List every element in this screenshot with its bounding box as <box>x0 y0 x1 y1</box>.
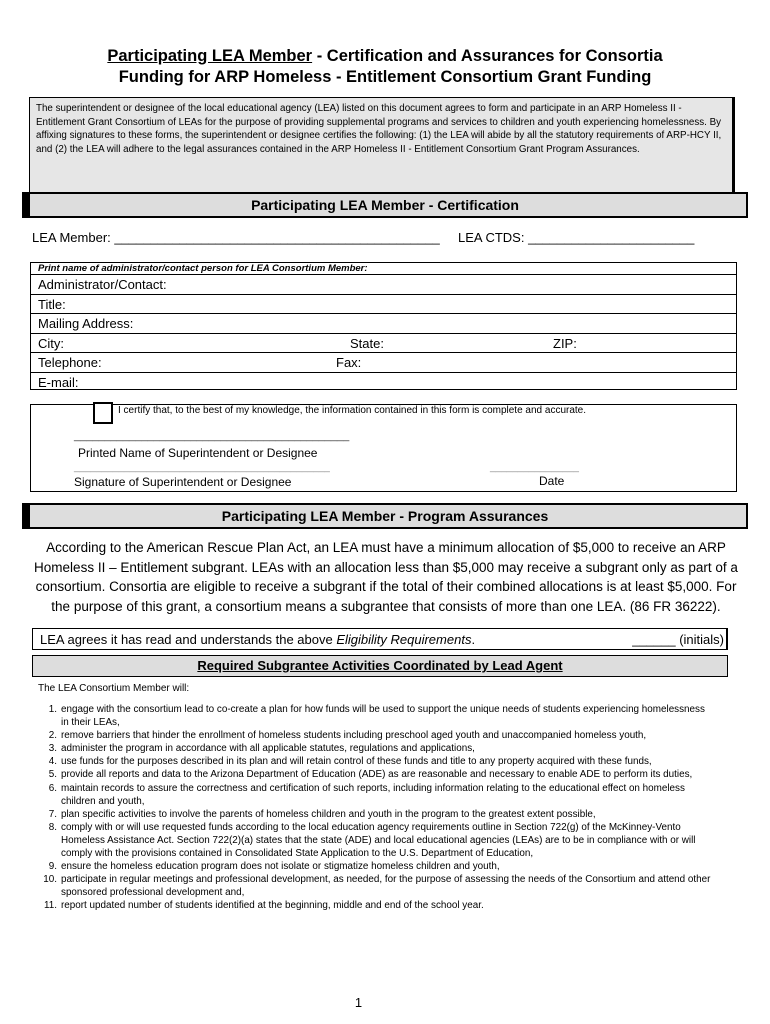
document-title <box>0 46 770 88</box>
required-activities-header <box>32 655 728 677</box>
telephone-fax-row[interactable] <box>30 353 737 373</box>
initials-box <box>32 628 728 650</box>
city-state-zip-row[interactable] <box>30 334 737 354</box>
mailing-address-label: Mailing Address: <box>38 316 134 332</box>
list-item-number: 5. <box>48 769 57 781</box>
telephone-label: Telephone: <box>38 355 102 371</box>
title-field[interactable] <box>30 295 737 315</box>
list-item-text: remove barriers that hinder the enrollment of homeless students including preschool aged youth and unaccompanied homeless youth, <box>61 730 647 742</box>
list-item-text: plan specific activities to involve the parents of homeless children and youth in the program to the greatest extent possible, <box>61 808 596 820</box>
printed-name-line[interactable]: _____________________________________________ <box>74 430 350 442</box>
list-item <box>24 860 714 873</box>
activities-list <box>24 703 714 913</box>
title-underlined: Participating LEA Member <box>107 47 313 65</box>
list-item-text: ensure the homeless education program does not isolate or stigmatize homeless children and youth, <box>61 861 500 873</box>
signature-label: Signature of Superintendent or Designee <box>74 475 292 489</box>
assurance-paragraph: According to the American Rescue Plan Act, an LEA must have a minimum allocation of $5,000 to receive an ARP Homeless II – Entitlement subgrant. LEAs with an allocation less than $5,000 may receive a subgrant only as part of a consortium. Consortia are eligible to receive a subgrant if the total of their combined allocations is at least $5,000. For the purpose of this grant, a consortium means a subgrantee that consists of more than one LEA. (86 FR 36222). <box>34 540 738 614</box>
required-activities-text: Required Subgrantee Activities Coordinated by Lead Agent <box>197 658 563 673</box>
list-item <box>24 729 714 742</box>
city-label: City: <box>38 335 64 351</box>
lea-ctds-field[interactable]: LEA CTDS: _______________________ <box>458 230 695 245</box>
initials-blank[interactable]: ______ (initials) <box>632 632 724 647</box>
list-item-text: comply with or will use requested funds according to the local education agency requirements outline in Section 722(g) of the McKinney-Vento Homeless Assistance Act. Section 722(2)(a) states that the state (ADE) and local educational agencies (LEAs) are to be in compliance with or will comply with the provisions contained in Consolidated State Application to the U.S. Department of Education, <box>61 821 696 860</box>
certify-text: I certify that, to the best of my knowledge, the information contained in this form is complete and accurate. <box>118 405 587 416</box>
list-item-number: 11. <box>44 900 57 912</box>
initials-text: LEA agrees it has read and understands the above <box>40 632 337 647</box>
initials-end: . <box>471 632 476 647</box>
state-label: State: <box>350 335 384 351</box>
list-item-text: use funds for the purposes described in its plan and will retain control of these funds and title to any property acquired with these funds, <box>61 756 652 768</box>
admin-contact-field[interactable] <box>30 275 737 295</box>
list-item <box>24 742 714 755</box>
list-item-number: 4. <box>48 756 57 768</box>
list-item <box>24 873 714 899</box>
list-item-text: participate in regular meetings and professional development, as needed, for the purpose of assessing the needs of the Consortium and attend other sponsored professional development and, <box>61 874 711 899</box>
list-item-text: engage with the consortium lead to co-create a plan for how funds will be used to support the unique needs of students experiencing homelessness in their LEAs, <box>61 704 705 729</box>
fax-label: Fax: <box>336 355 362 371</box>
signature-line[interactable]: ______________________________________________ <box>74 462 330 473</box>
list-item-text: maintain records to assure the correctness and certification of such reports, including information relating to the educational effect on homeless children and youth, <box>61 782 685 807</box>
list-item-text: provide all reports and data to the Arizona Department of Education (ADE) as are reasonable and necessary to enable ADE to perform its duties, <box>61 769 693 781</box>
list-item-number: 2. <box>48 730 57 742</box>
lea-member-field[interactable]: LEA Member: _____________________________________________ <box>32 230 440 245</box>
zip-label: ZIP: <box>553 335 577 351</box>
list-item <box>24 899 714 912</box>
printed-name-label: Printed Name of Superintendent or Designee <box>78 446 318 460</box>
list-item-text: report updated number of students identified at the beginning, middle and end of the school year. <box>61 900 484 912</box>
list-item <box>24 755 714 768</box>
list-item-number: 1. <box>48 704 57 715</box>
title-label: Title: <box>38 296 66 312</box>
title-line2: Funding for ARP Homeless - Entitlement Consortium Grant Funding <box>118 68 652 86</box>
list-item <box>24 782 714 808</box>
list-item <box>24 808 714 821</box>
certification-header <box>22 192 748 218</box>
list-item-number: 9. <box>48 861 57 873</box>
title-rest: - Certification and Assurances for Consortia <box>312 47 663 65</box>
initials-emphasis: Eligibility Requirements <box>336 632 472 647</box>
list-item-number: 7. <box>48 808 57 820</box>
list-item <box>24 821 714 860</box>
list-item-number: 10. <box>43 874 57 886</box>
date-line[interactable]: ________________ <box>490 462 579 473</box>
intro-box: The superintendent or designee of the local educational agency (LEA) listed on this document agrees to form and participate in an ARP Homeless II - Entitlement Grant Consortium of LEAs for the purpose of providing supplemental programs and services to children and youth experiencing homelessness. By affixing signatures to these forms, the superintendent or designee certifies the following: (1) the LEA will abide by all the statutory requirements of ARP-HCY II, and (2) the LEA will adhere to the legal assurances contained in the ARP Homeless II - Entitlement Consortium Grant Program Assurances. <box>29 97 735 200</box>
list-item-number: 8. <box>48 821 57 833</box>
email-label: E-mail: <box>38 375 79 390</box>
list-item-number: 6. <box>48 782 57 794</box>
admin-contact-label: Administrator/Contact: <box>38 277 167 292</box>
list-item-text: administer the program in accordance with all applicable statutes, regulations and applications, <box>61 743 475 755</box>
certification-header-text: Participating LEA Member - Certification <box>251 197 519 213</box>
list-item <box>24 703 714 729</box>
contact-heading: Print name of administrator/contact person for LEA Consortium Member: <box>30 262 737 275</box>
assurances-header-text: Participating LEA Member - Program Assurances <box>221 508 549 524</box>
member-will-text: The LEA Consortium Member will: <box>38 683 190 694</box>
page-number: 1 <box>354 995 363 1010</box>
mailing-address-field[interactable] <box>30 314 737 334</box>
email-field[interactable] <box>30 373 737 393</box>
date-label: Date <box>539 474 565 488</box>
certify-checkbox[interactable] <box>93 402 113 424</box>
list-item <box>24 768 714 781</box>
assurances-header <box>22 503 748 529</box>
list-item-number: 3. <box>48 743 57 755</box>
